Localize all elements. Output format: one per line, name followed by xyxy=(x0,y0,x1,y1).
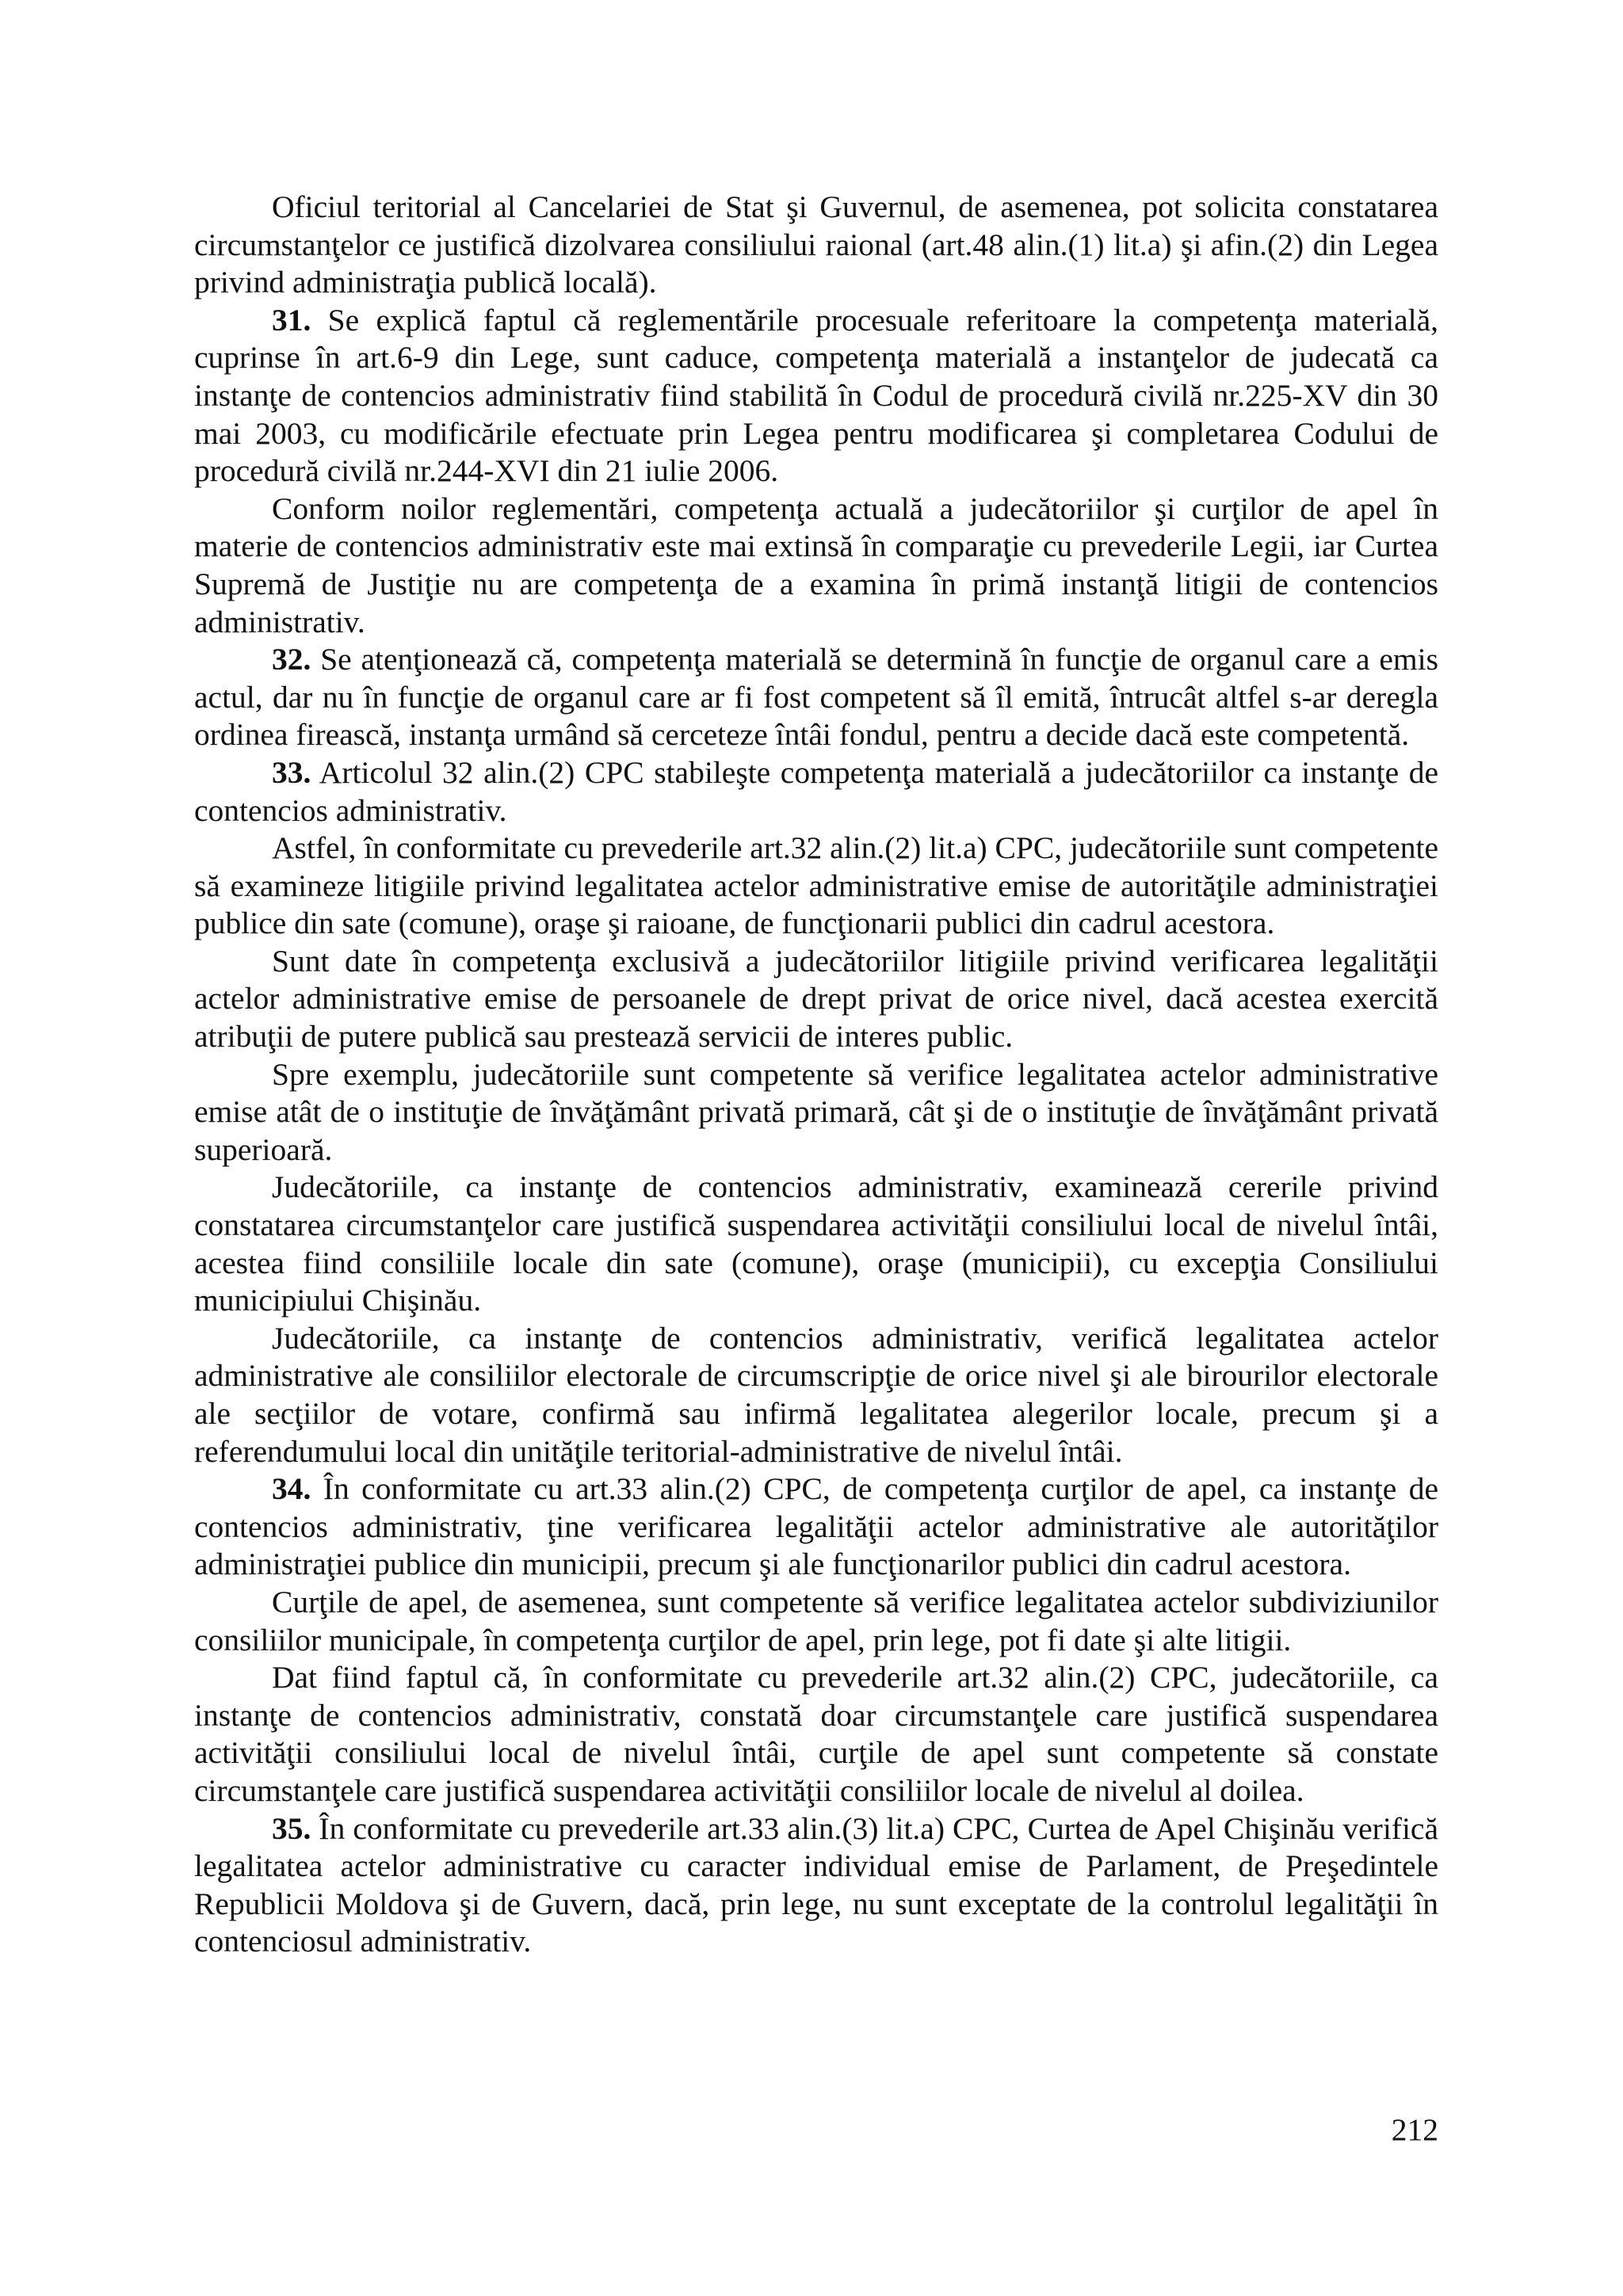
paragraph xyxy=(194,754,1438,830)
paragraph xyxy=(194,1169,1438,1319)
page-number: 212 xyxy=(1391,2112,1438,2147)
paragraph xyxy=(194,302,1438,490)
paragraph xyxy=(194,1470,1438,1584)
paragraph-text: Se explică faptul că reglementările procesuale referitoare la competenţa materială, cuprinse în art.6-9 din Lege, sunt caduce, competenţa materială a instanţelor de judecată ca instanţe de contencios administrativ fiind stabilită în Codul de procedură civilă nr.225-XV din 30 mai 2003, cu modificările efectuate prin Legea pentru modificarea şi completarea Codului de procedură civilă nr.244-XVI din 21 iulie 2006. xyxy=(194,302,1438,489)
paragraph-number: 31. xyxy=(272,302,311,338)
paragraph xyxy=(194,1056,1438,1169)
paragraph-text: Judecătoriile, ca instanţe de contencios administrativ, verifică legalitatea actelor administrative ale consiliilor electorale de circumscripţie de orice nivel şi ale birourilor electorale ale secţiilor de votare, confirmă sau infirmă legalitatea alegerilor locale, precum şi a referendumului local din unităţile teritorial-administrative de nivelul întâi. xyxy=(194,1320,1438,1469)
paragraph-text: Astfel, în conformitate cu prevederile art.32 alin.(2) lit.a) CPC, judecătoriile sunt competente să examineze litigiile privind legalitatea actelor administrative emise de autorităţile administraţiei publice din sate (comune), oraşe şi raioane, de funcţionarii publici din cadrul acestora. xyxy=(194,830,1438,941)
document-body xyxy=(194,189,1438,1961)
paragraph-number: 33. xyxy=(272,754,311,790)
paragraph-text: În conformitate cu art.33 alin.(2) CPC, de competenţa curţilor de apel, ca instanţe de contencios administrativ, ţine verificarea legalităţii actelor administrative ale autorităţilor administraţiei publice din municipii, precum şi ale funcţionarilor publici din cadrul acestora. xyxy=(194,1471,1438,1582)
paragraph xyxy=(194,1320,1438,1470)
paragraph xyxy=(194,641,1438,754)
paragraph-text: Spre exemplu, judecătoriile sunt competente să verifice legalitatea actelor administrative emise atât de o instituţie de învăţământ privată primară, cât şi de o instituţie de învăţământ privată superioară. xyxy=(194,1056,1438,1167)
paragraph-number: 34. xyxy=(272,1471,311,1507)
paragraph-text: Judecătoriile, ca instanţe de contencios administrativ, examinează cererile privind constatarea circumstanţelor care justifică suspendarea activităţii consiliului local de nivelul întâi, acestea fiind consiliile locale din sate (comune), oraşe (municipii), cu excepţia Consiliului municipiului Chişinău. xyxy=(194,1169,1438,1318)
paragraph-text: Articolul 32 alin.(2) CPC stabileşte competenţa materială a judecătoriilor ca instanţe de contencios administrativ. xyxy=(194,754,1438,828)
paragraph-text: Sunt date în competenţa exclusivă a judecătoriilor litigiile privind verificarea legalităţii actelor administrative emise de persoanele de drept privat de orice nivel, dacă acestea exercită atribuţii de putere publică sau prestează servicii de interes public. xyxy=(194,943,1438,1055)
paragraph-text: Oficiul teritorial al Cancelariei de Stat şi Guvernul, de asemenea, pot solicita constatarea circumstanţelor ce justifică dizolvarea consiliului raional (art.48 alin.(1) lit.a) şi afin.(2) din Legea privind administraţia publică locală). xyxy=(194,189,1438,300)
paragraph-number: 32. xyxy=(272,642,311,677)
paragraph xyxy=(194,830,1438,943)
paragraph xyxy=(194,943,1438,1056)
paragraph-text: Dat fiind faptul că, în conformitate cu prevederile art.32 alin.(2) CPC, judecătoriile, ca instanţe de contencios administrativ, constată doar circumstanţele care justifică suspendarea activităţii consiliului local de nivelul întâi, curţile de apel sunt competente să constate circumstanţele care justifică suspendarea activităţii consiliilor locale de nivelul al doilea. xyxy=(194,1660,1438,1808)
paragraph-text: Se atenţionează că, competenţa materială se determină în funcţie de organul care a emis actul, dar nu în funcţie de organul care ar fi fost competent să îl emită, întrucât altfel s-ar deregla ordinea firească, instanţa urmând să cerceteze întâi fondul, pentru a decide dacă este competentă. xyxy=(194,642,1438,753)
paragraph-text: Curţile de apel, de asemenea, sunt competente să verifice legalitatea actelor subdiviziunilor consiliilor municipale, în competenţa curţilor de apel, prin lege, pot fi date şi alte litigii. xyxy=(194,1584,1438,1657)
paragraph-number: 35. xyxy=(272,1810,311,1846)
paragraph xyxy=(194,189,1438,302)
paragraph xyxy=(194,1584,1438,1659)
paragraph xyxy=(194,1659,1438,1810)
paragraph-text: Conform noilor reglementări, competenţa actuală a judecătoriilor şi curţilor de apel în materie de contencios administrativ este mai extinsă în comparaţie cu prevederile Legii, iar Curtea Supremă de Justiţie nu are competenţa de a examina în primă instanţă litigii de contencios administrativ. xyxy=(194,490,1438,639)
paragraph xyxy=(194,1810,1438,1961)
paragraph-text: În conformitate cu prevederile art.33 alin.(3) lit.a) CPC, Curtea de Apel Chişinău verifică legalitatea actelor administrative cu caracter individual emise de Parlament, de Preşedintele Republicii Moldova şi de Guvern, dacă, prin lege, nu sunt exceptate de la controlul legalităţii în contenciosul administrativ. xyxy=(194,1810,1438,1959)
paragraph xyxy=(194,490,1438,641)
